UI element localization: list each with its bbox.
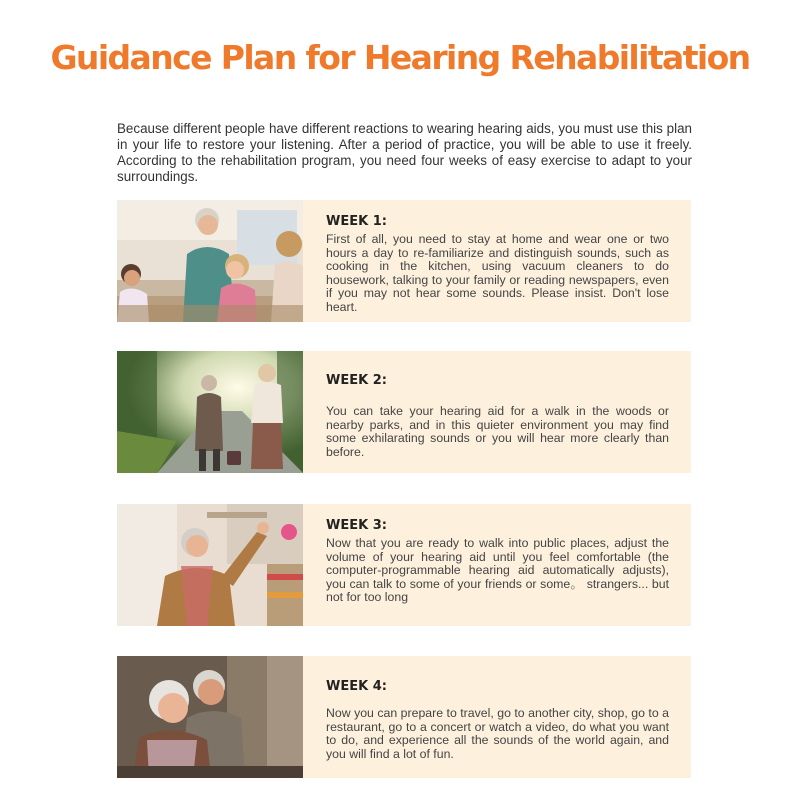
family-kitchen-image [117, 200, 303, 322]
week-3-text: Now that you are ready to walk into public places, adjust the volume of your hearing aid until you feel comfortable (the computer-programmable hearing aid automatically adjusts), you can talk to some of your friends or some。 strangers... but not for too long [326, 536, 669, 605]
week-2-heading: WEEK 2: [326, 373, 387, 388]
week-1-card [117, 200, 691, 322]
public-place-image [117, 504, 303, 626]
page-title: Guidance Plan for Hearing Rehabilitation [50, 38, 750, 77]
week-3-card [117, 504, 691, 626]
week-4-card [117, 656, 691, 778]
intro-paragraph: Because different people have different reactions to wearing hearing aids, you must use this plan in your life to restore your listening. After a period of practice, you will be able to use it freely. According to the rehabilitation program, you need four weeks of easy exercise to adapt to your surroundings. [117, 121, 692, 184]
week-4-text: Now you can prepare to travel, go to another city, shop, go to a restaurant, go to a concert or watch a video, do what you want to do, and experience all the sounds of the world again, and you will find a lot of fun. [326, 706, 669, 761]
week-1-heading: WEEK 1: [326, 214, 387, 229]
week-2-photo [117, 351, 303, 473]
week-2-text: You can take your hearing aid for a walk in the woods or nearby parks, and in this quieter environment you may find some exhilarating sounds or you will hear more clearly than before. [326, 404, 669, 459]
week-3-heading: WEEK 3: [326, 518, 387, 533]
week-1-text: First of all, you need to stay at home and wear one or two hours a day to re-familiarize and distinguish sounds, such as cooking in the kitchen, using vacuum cleaners to do housework, talking to your family or reading newspapers, even if you may not hear some sounds. Please insist. Don't lose heart. [326, 232, 669, 314]
week-1-photo [117, 200, 303, 322]
senior-couple-image [117, 656, 303, 778]
week-4-heading: WEEK 4: [326, 679, 387, 694]
week-2-card [117, 351, 691, 473]
park-walk-image [117, 351, 303, 473]
week-3-photo [117, 504, 303, 626]
week-4-photo [117, 656, 303, 778]
